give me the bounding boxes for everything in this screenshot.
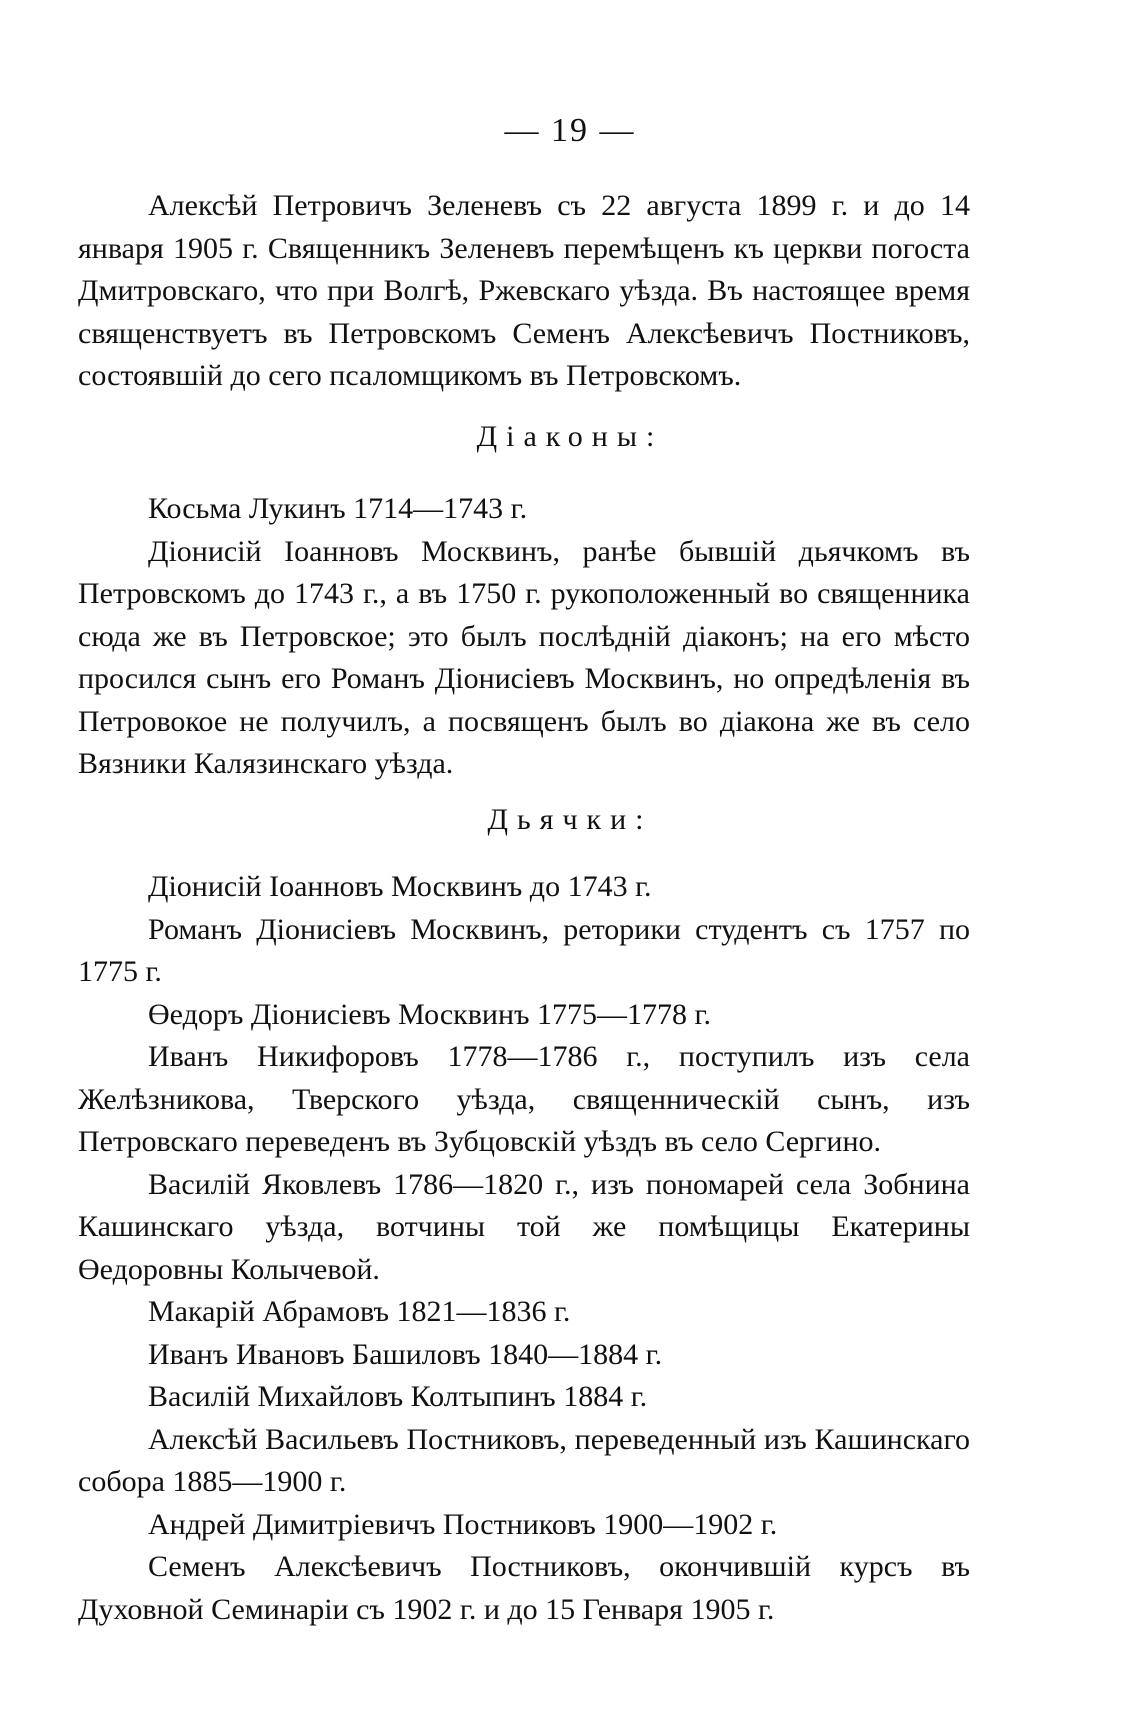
intro-paragraph: Алексѣй Петровичъ Зеленевъ съ 22 августа 1899 г. и до 14 января 1905 г. Священникъ Зеленевъ перемѣщенъ къ церкви погоста Дмитровскаго, что при Волгѣ, Ржевскаго уѣзда. Въ настоящее время священствуетъ въ Петровскомъ Семенъ Алексѣевичъ Постниковъ, состоявшій до сего псаломщикомъ въ Петровскомъ. <box>78 189 970 392</box>
list-item: Андрей Димитріевичъ Постниковъ 1900—1902 г. <box>148 1507 778 1541</box>
deacons-list <box>78 488 970 786</box>
page-number: — 19 — <box>504 112 636 149</box>
list-item: Макарій Абрамовъ 1821—1836 г. <box>148 1295 571 1328</box>
list-item: Василій Яковлевъ 1786—1820 г., изъ пономарей села Зобнина Кашинскаго уѣзда, вотчины той же помѣщицы Екатерины Өедоровны Колычевой. <box>78 1167 970 1286</box>
clerks-list <box>78 866 970 1631</box>
list-item: Василій Михайловъ Колтыпинъ 1884 г. <box>148 1380 648 1413</box>
clerks-heading: Дьячки: <box>487 803 653 836</box>
list-item: Иванъ Ивановъ Башиловъ 1840—1884 г. <box>148 1337 663 1371</box>
list-item: Косьма Лукинъ 1714—1743 г. <box>148 492 528 525</box>
list-item: Өедоръ Діонисіевъ Москвинъ 1775—1778 г. <box>148 997 711 1031</box>
list-item: Иванъ Никифоровъ 1778—1786 г., поступилъ изъ села Желѣзникова, Тверского уѣзда, священническій сынъ, изъ Петровскаго переведенъ въ Зубцовскій уѣздъ въ село Сергино. <box>78 1040 970 1158</box>
list-item: Алексѣй Васильевъ Постниковъ, переведенный изъ Кашинскаго собора 1885—1900 г. <box>78 1422 970 1498</box>
list-item: Діонисій Іоанновъ Москвинъ до 1743 г. <box>148 870 652 903</box>
list-item: Семенъ Алексѣевичъ Постниковъ, окончившій курсъ въ Духовной Семинаріи съ 1902 г. и до 15 Генваря 1905 г. <box>78 1550 970 1626</box>
intro-section <box>78 185 970 398</box>
list-item: Романъ Діонисіевъ Москвинъ, реторики студентъ съ 1757 по 1775 г. <box>78 912 970 988</box>
list-item: Діонисій Іоанновъ Москвинъ, ранѣе бывшій дьячкомъ въ Петровскомъ до 1743 г., а въ 1750 г. рукоположенный во священника сюда же въ Петровское; это былъ послѣдній діаконъ; на его мѣсто просился сынъ его Романъ Діонисіевъ Москвинъ, но опредѣленія въ Петровокое не получилъ, а посвященъ былъ во діакона же въ село Вязники Калязинскаго уѣзда. <box>78 534 970 780</box>
deacons-heading: Діаконы: <box>476 420 664 453</box>
